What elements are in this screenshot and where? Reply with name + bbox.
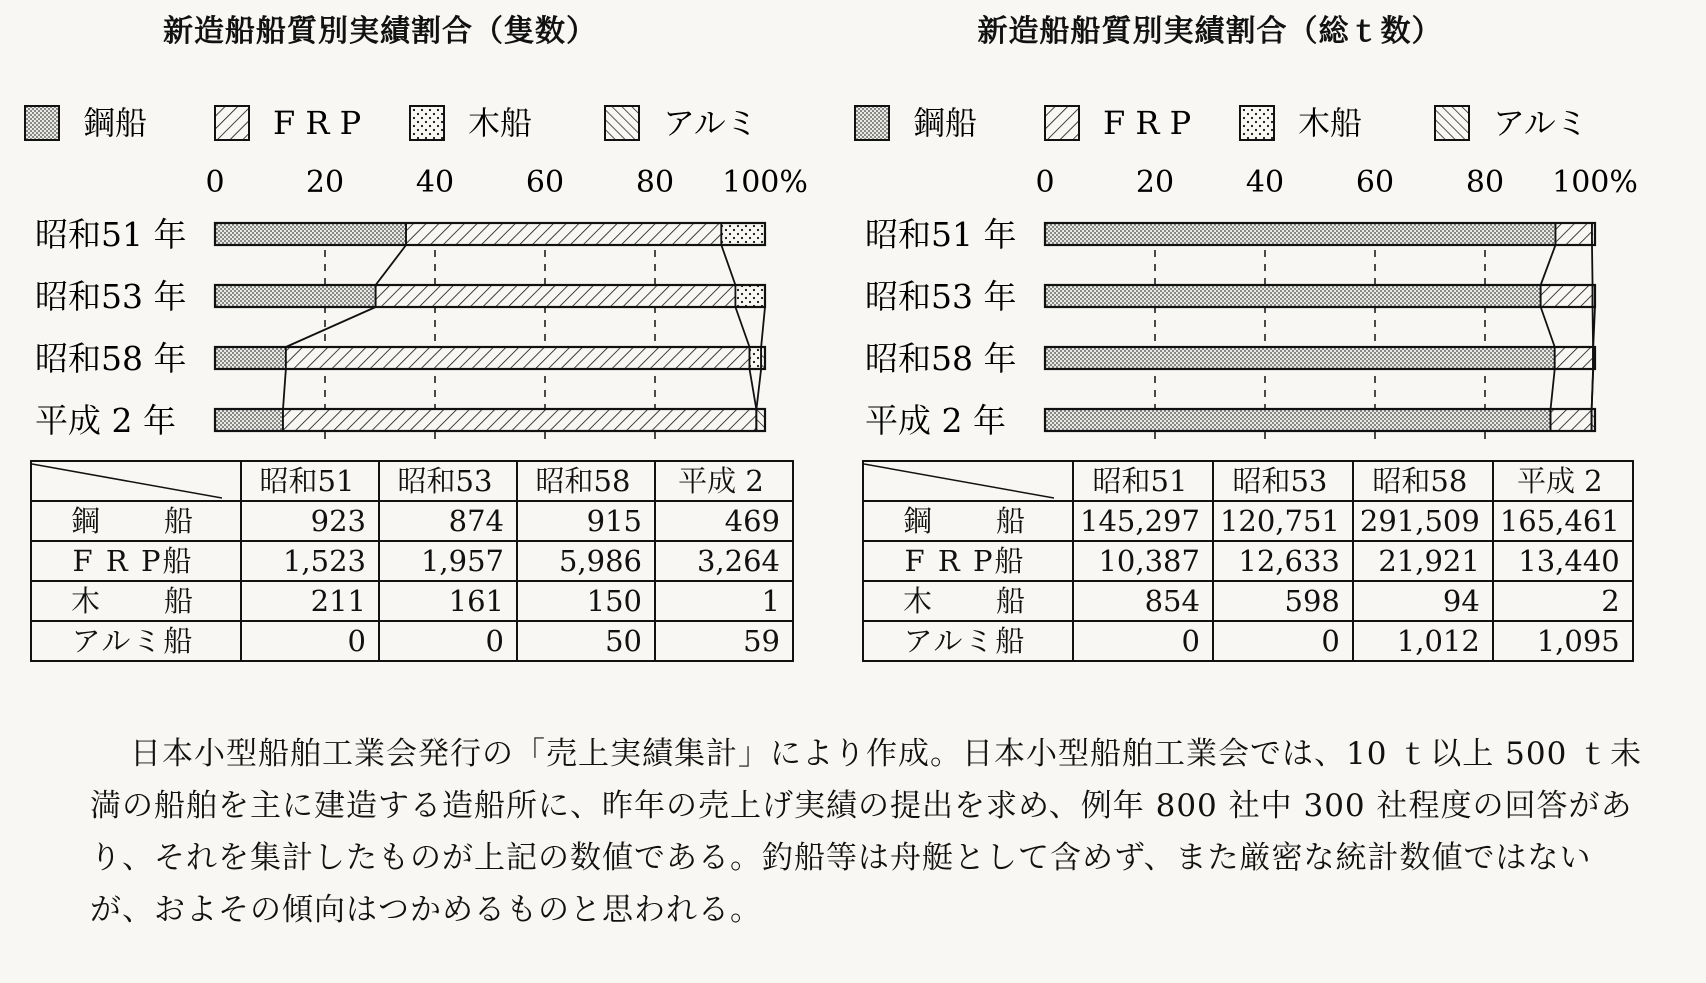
- bar-row: [215, 347, 765, 369]
- table-cell: 1,523: [241, 541, 379, 581]
- category-label: 平成 2 年: [35, 401, 176, 440]
- category-label: 平成 2 年: [865, 401, 1006, 440]
- table-cell: 0: [1213, 621, 1353, 661]
- table-cell: 854: [1073, 581, 1213, 621]
- legend-item: [215, 104, 361, 142]
- connector-line: [721, 245, 735, 285]
- legend-swatch: [1045, 106, 1079, 140]
- table-cell: 165,461: [1493, 501, 1633, 541]
- category-label: 昭和51 年: [35, 215, 187, 254]
- legend-swatch: [605, 106, 639, 140]
- table-cell: 10,387: [1073, 541, 1213, 581]
- table-cell: 211: [241, 581, 379, 621]
- table-cell: 0: [241, 621, 379, 661]
- table-cell: 50: [517, 621, 655, 661]
- chart-title: 新造船船質別実績割合（隻数）: [163, 14, 597, 49]
- note-text: 日本小型船舶工業会発行の「売上実績集計」により作成。日本小型船舶工業会では、10 ｔ以上 500 ｔ未満の船舶を主に建造する造船所に、昨年の売上げ実績の提出を求め、例年 800 社中 300 社程度の回答があり、それを集計したものが上記の数値である。釣船等は舟艇として含めず、また厳密な統計数値ではないが、およその傾向はつかめるものと思われる。: [90, 736, 1643, 928]
- connector-line: [1592, 245, 1593, 285]
- table-row: [863, 581, 1633, 621]
- axis-tick-label: 20: [305, 165, 345, 200]
- table-header-row: [863, 461, 1633, 501]
- row-header: アルミ船: [31, 621, 241, 661]
- connector-line: [1551, 369, 1555, 409]
- table-cell: 0: [379, 621, 517, 661]
- axis-tick-label: 40: [1245, 165, 1285, 200]
- legend-label: 木船: [468, 104, 533, 142]
- connector-line: [750, 369, 757, 409]
- axis-tick-label: 40: [415, 165, 455, 200]
- bar-row: [1045, 347, 1595, 369]
- axis-tick-label: 60: [525, 165, 565, 200]
- bar-row: [215, 409, 765, 431]
- source-note: [90, 728, 1650, 936]
- table-cell: 923: [241, 501, 379, 541]
- row-header: 鋼 船: [863, 501, 1073, 541]
- category-label: 昭和51 年: [865, 215, 1017, 254]
- stacked-bar-chart: [0, 0, 840, 460]
- bar-segment: [215, 347, 286, 369]
- table-row: [31, 621, 793, 661]
- axis-tick-label: 100%: [722, 165, 808, 200]
- bar-segment: [215, 285, 376, 307]
- bar-segment: [735, 285, 765, 307]
- table-cell: 1: [655, 581, 793, 621]
- legend-label: F R P: [1103, 104, 1192, 142]
- connector-line: [283, 369, 286, 409]
- table-cell: 291,509: [1353, 501, 1493, 541]
- table-cell: 12,633: [1213, 541, 1353, 581]
- table-cell: 21,921: [1353, 541, 1493, 581]
- legend-item: [605, 104, 758, 142]
- table-cell: 120,751: [1213, 501, 1353, 541]
- legend-label: アルミ: [663, 104, 758, 142]
- chart-panel-count: [0, 0, 840, 680]
- column-header: 平成 2: [1493, 461, 1633, 501]
- bar-segment: [1045, 223, 1556, 245]
- column-header: 昭和51: [1073, 461, 1213, 501]
- column-header: 昭和51: [241, 461, 379, 501]
- legend-label: 木船: [1298, 104, 1363, 142]
- bar-segment: [1541, 285, 1593, 307]
- row-header: F R P船: [863, 541, 1073, 581]
- table-row: [863, 541, 1633, 581]
- bar-segment: [1045, 409, 1551, 431]
- legend-swatch: [215, 106, 249, 140]
- chart-title: 新造船船質別実績割合（総ｔ数）: [977, 14, 1443, 49]
- row-header: 鋼 船: [31, 501, 241, 541]
- bar-segment: [1556, 223, 1592, 245]
- bar-row: [1045, 409, 1595, 431]
- legend-label: F R P: [273, 104, 362, 142]
- category-label: 昭和53 年: [35, 277, 187, 316]
- connector-line: [1592, 369, 1594, 409]
- table-corner: [863, 461, 1073, 501]
- category-label: 昭和53 年: [865, 277, 1017, 316]
- table-row: [31, 501, 793, 541]
- table-cell: 3,264: [655, 541, 793, 581]
- axis-tick-label: 100%: [1552, 165, 1638, 200]
- row-header: F R P船: [31, 541, 241, 581]
- column-header: 昭和53: [379, 461, 517, 501]
- legend-label: 鋼船: [913, 104, 978, 142]
- axis-tick-label: 20: [1135, 165, 1175, 200]
- table-cell: 598: [1213, 581, 1353, 621]
- legend-swatch: [1435, 106, 1469, 140]
- bar-segment: [1551, 409, 1592, 431]
- table-cell: 469: [655, 501, 793, 541]
- table-cell: 94: [1353, 581, 1493, 621]
- bar-segment: [721, 223, 765, 245]
- connector-line: [376, 245, 406, 285]
- table-cell: 13,440: [1493, 541, 1633, 581]
- chart-panel-tonnage: [830, 0, 1670, 680]
- table-cell: 59: [655, 621, 793, 661]
- bar-segment: [215, 223, 406, 245]
- column-header: 昭和58: [517, 461, 655, 501]
- legend-swatch: [855, 106, 889, 140]
- category-label: 昭和58 年: [35, 339, 187, 378]
- bar-segment: [286, 347, 750, 369]
- table-cell: 2: [1493, 581, 1633, 621]
- legend-label: アルミ: [1493, 104, 1588, 142]
- axis-tick-label: 80: [635, 165, 675, 200]
- table-cell: 874: [379, 501, 517, 541]
- legend-item: [1435, 104, 1588, 142]
- bar-row: [1045, 285, 1595, 307]
- table-cell: 0: [1073, 621, 1213, 661]
- legend-label: 鋼船: [83, 104, 148, 142]
- legend-swatch: [25, 106, 59, 140]
- legend-item: [1045, 104, 1191, 142]
- bar-segment: [1555, 347, 1593, 369]
- table-row: [31, 581, 793, 621]
- axis-tick-label: 0: [1035, 165, 1055, 200]
- column-header: 昭和53: [1213, 461, 1353, 501]
- table-cell: 1,957: [379, 541, 517, 581]
- bar-segment: [1045, 347, 1555, 369]
- row-header: 木 船: [31, 581, 241, 621]
- axis-tick-label: 0: [205, 165, 225, 200]
- data-table: [862, 460, 1634, 662]
- axis-tick-label: 80: [1465, 165, 1505, 200]
- table-corner: [31, 461, 241, 501]
- bar-segment: [406, 223, 721, 245]
- axis-tick-label: 60: [1355, 165, 1395, 200]
- data-table: [30, 460, 794, 662]
- stacked-bar-chart: [830, 0, 1670, 460]
- bar-segment: [1045, 285, 1541, 307]
- legend-swatch: [410, 106, 444, 140]
- legend-item: [25, 104, 147, 142]
- connector-line: [756, 369, 761, 409]
- bar-segment: [283, 409, 756, 431]
- bar-segment: [750, 347, 762, 369]
- column-header: 平成 2: [655, 461, 793, 501]
- table-cell: 145,297: [1073, 501, 1213, 541]
- legend-item: [1240, 104, 1362, 142]
- connector-line: [1541, 307, 1555, 347]
- bar-row: [1045, 223, 1595, 245]
- bar-segment: [756, 409, 765, 431]
- row-header: 木 船: [863, 581, 1073, 621]
- bar-row: [215, 285, 765, 307]
- table-row: [863, 621, 1633, 661]
- legend-item: [410, 104, 532, 142]
- bar-segment: [215, 409, 283, 431]
- table-cell: 150: [517, 581, 655, 621]
- category-label: 昭和58 年: [865, 339, 1017, 378]
- connector-line: [761, 307, 765, 347]
- table-cell: 915: [517, 501, 655, 541]
- connector-line: [735, 307, 749, 347]
- column-header: 昭和58: [1353, 461, 1493, 501]
- table-row: [863, 501, 1633, 541]
- table-cell: 5,986: [517, 541, 655, 581]
- connector-line: [286, 307, 376, 347]
- bar-segment: [376, 285, 736, 307]
- bar-row: [215, 223, 765, 245]
- legend-swatch: [1240, 106, 1274, 140]
- legend-item: [855, 104, 977, 142]
- table-header-row: [31, 461, 793, 501]
- table-row: [31, 541, 793, 581]
- connector-line: [1541, 245, 1556, 285]
- table-cell: 1,095: [1493, 621, 1633, 661]
- table-cell: 1,012: [1353, 621, 1493, 661]
- table-cell: 161: [379, 581, 517, 621]
- row-header: アルミ船: [863, 621, 1073, 661]
